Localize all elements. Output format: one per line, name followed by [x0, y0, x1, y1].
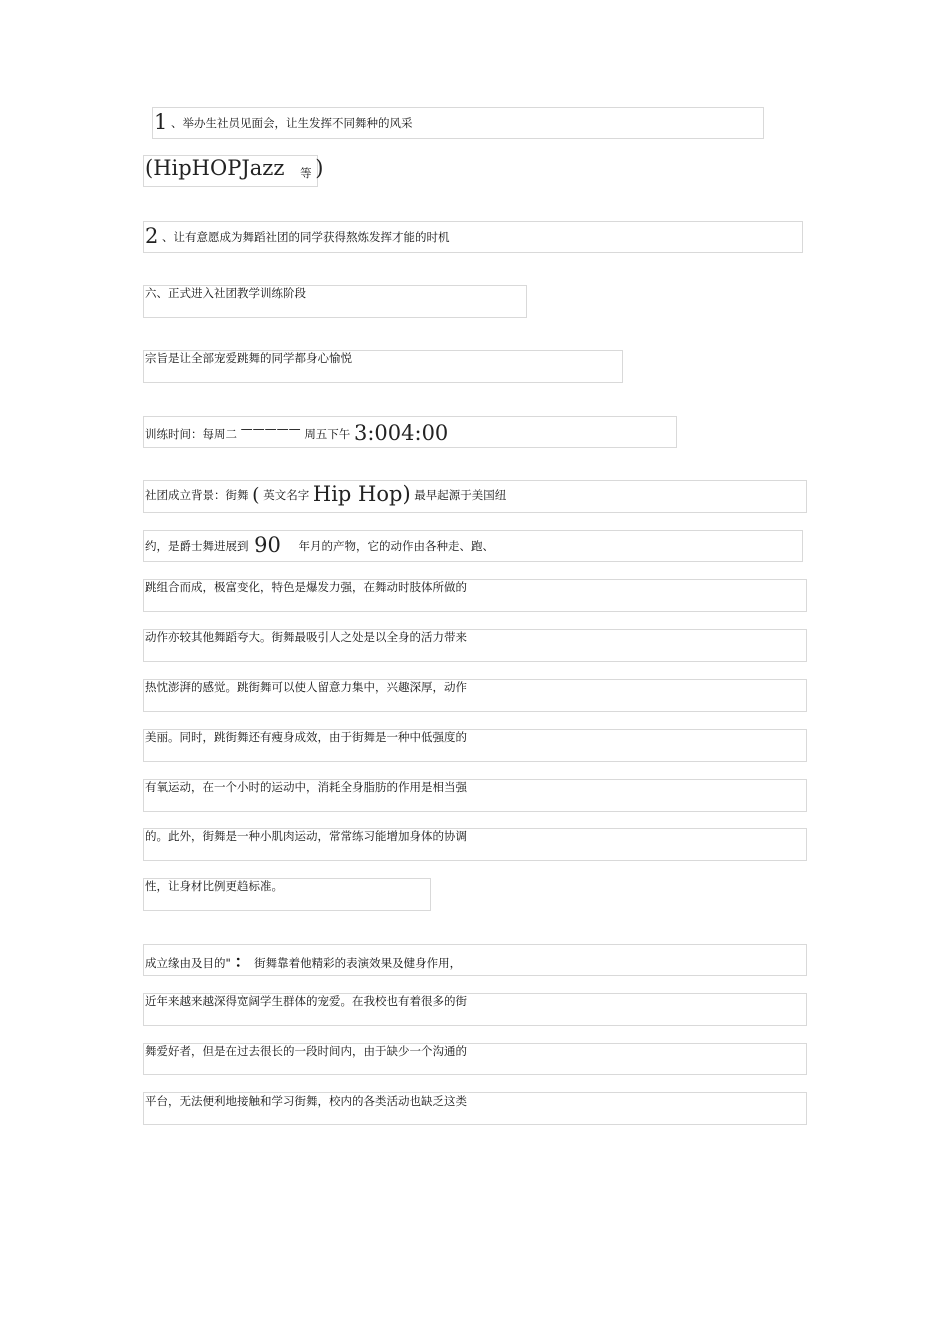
- item-number: 2: [145, 224, 159, 248]
- reason-colon: ：: [234, 952, 251, 971]
- bg-num: 90: [254, 533, 281, 557]
- reason-line-1: [145, 954, 461, 971]
- background-line-4: 动作亦较其他舞蹈夸大。街舞最吸引人之处是以全身的活力带来: [145, 630, 467, 644]
- background-line-9: 性，让身材比例更趋标准。: [145, 879, 283, 893]
- bg-hiphop: Hip Hop): [312, 482, 411, 506]
- bg-text: 年月的产物，它的动作由各种走、跑、: [298, 539, 495, 553]
- list-item-2: [145, 224, 450, 248]
- background-line-1: [145, 482, 507, 506]
- time-value: 3:004:00: [353, 421, 449, 445]
- paren-deng: 等: [300, 166, 312, 180]
- paren-text: (HipHOPJazz: [145, 156, 285, 180]
- item-text: 、举办生社员见面会，让生发挥不同舞种的风采: [171, 116, 413, 130]
- paren-close: ): [315, 156, 324, 180]
- background-line-5: 热忱澎湃的感觉。跳街舞可以使人留意力集中，兴趣深厚，动作: [145, 680, 467, 694]
- purpose-text: 宗旨是让全部宠爱跳舞的同学都身心愉悦: [145, 351, 352, 365]
- background-line-2: [145, 533, 495, 557]
- item-1-paren: [145, 156, 324, 181]
- bg-text: 约，是爵士舞进展到: [145, 539, 249, 553]
- section-heading: 六、正式进入社团教学训练阶段: [145, 286, 306, 300]
- time-mid: 周五下午: [304, 427, 351, 441]
- time-dashes: —————: [240, 422, 301, 436]
- reason-line-3: 舞爱好者，但是在过去很长的一段时间内，由于缺少一个沟通的: [145, 1044, 467, 1058]
- time-label: 训练时间：每周二: [145, 427, 237, 441]
- background-line-3: 跳组合而成，极富变化，特色是爆发力强，在舞动时肢体所做的: [145, 580, 467, 594]
- background-line-6: 美丽。同时，跳街舞还有瘦身成效，由于街舞是一种中低强度的: [145, 730, 467, 744]
- bg-text: 社团成立背景：街舞: [145, 488, 249, 502]
- training-time: [145, 421, 449, 445]
- bg-text: 最早起源于美国纽: [414, 488, 507, 502]
- list-item-1: [154, 110, 413, 134]
- item-text: 、让有意愿成为舞蹈社团的同学获得熬炼发挥才能的时机: [162, 230, 450, 244]
- reason-text: 街舞靠着他精彩的表演效果及健身作用，: [254, 956, 462, 970]
- background-line-8: 的。此外，街舞是一种小肌肉运动，常常练习能增加身体的协调: [145, 829, 467, 843]
- background-line-7: 有氧运动，在一个小时的运动中，消耗全身脂肪的作用是相当强: [145, 780, 467, 794]
- bg-paren: (: [252, 484, 260, 506]
- reason-line-4: 平台，无法便利地接触和学习街舞，校内的各类活动也缺乏这类: [145, 1094, 467, 1108]
- reason-text: 成立缘由及目的": [145, 956, 231, 970]
- reason-line-2: 近年来越来越深得宽阔学生群体的宠爱。在我校也有着很多的街: [145, 994, 467, 1008]
- bg-text: 英文名字: [263, 488, 310, 502]
- item-number: 1: [154, 110, 168, 134]
